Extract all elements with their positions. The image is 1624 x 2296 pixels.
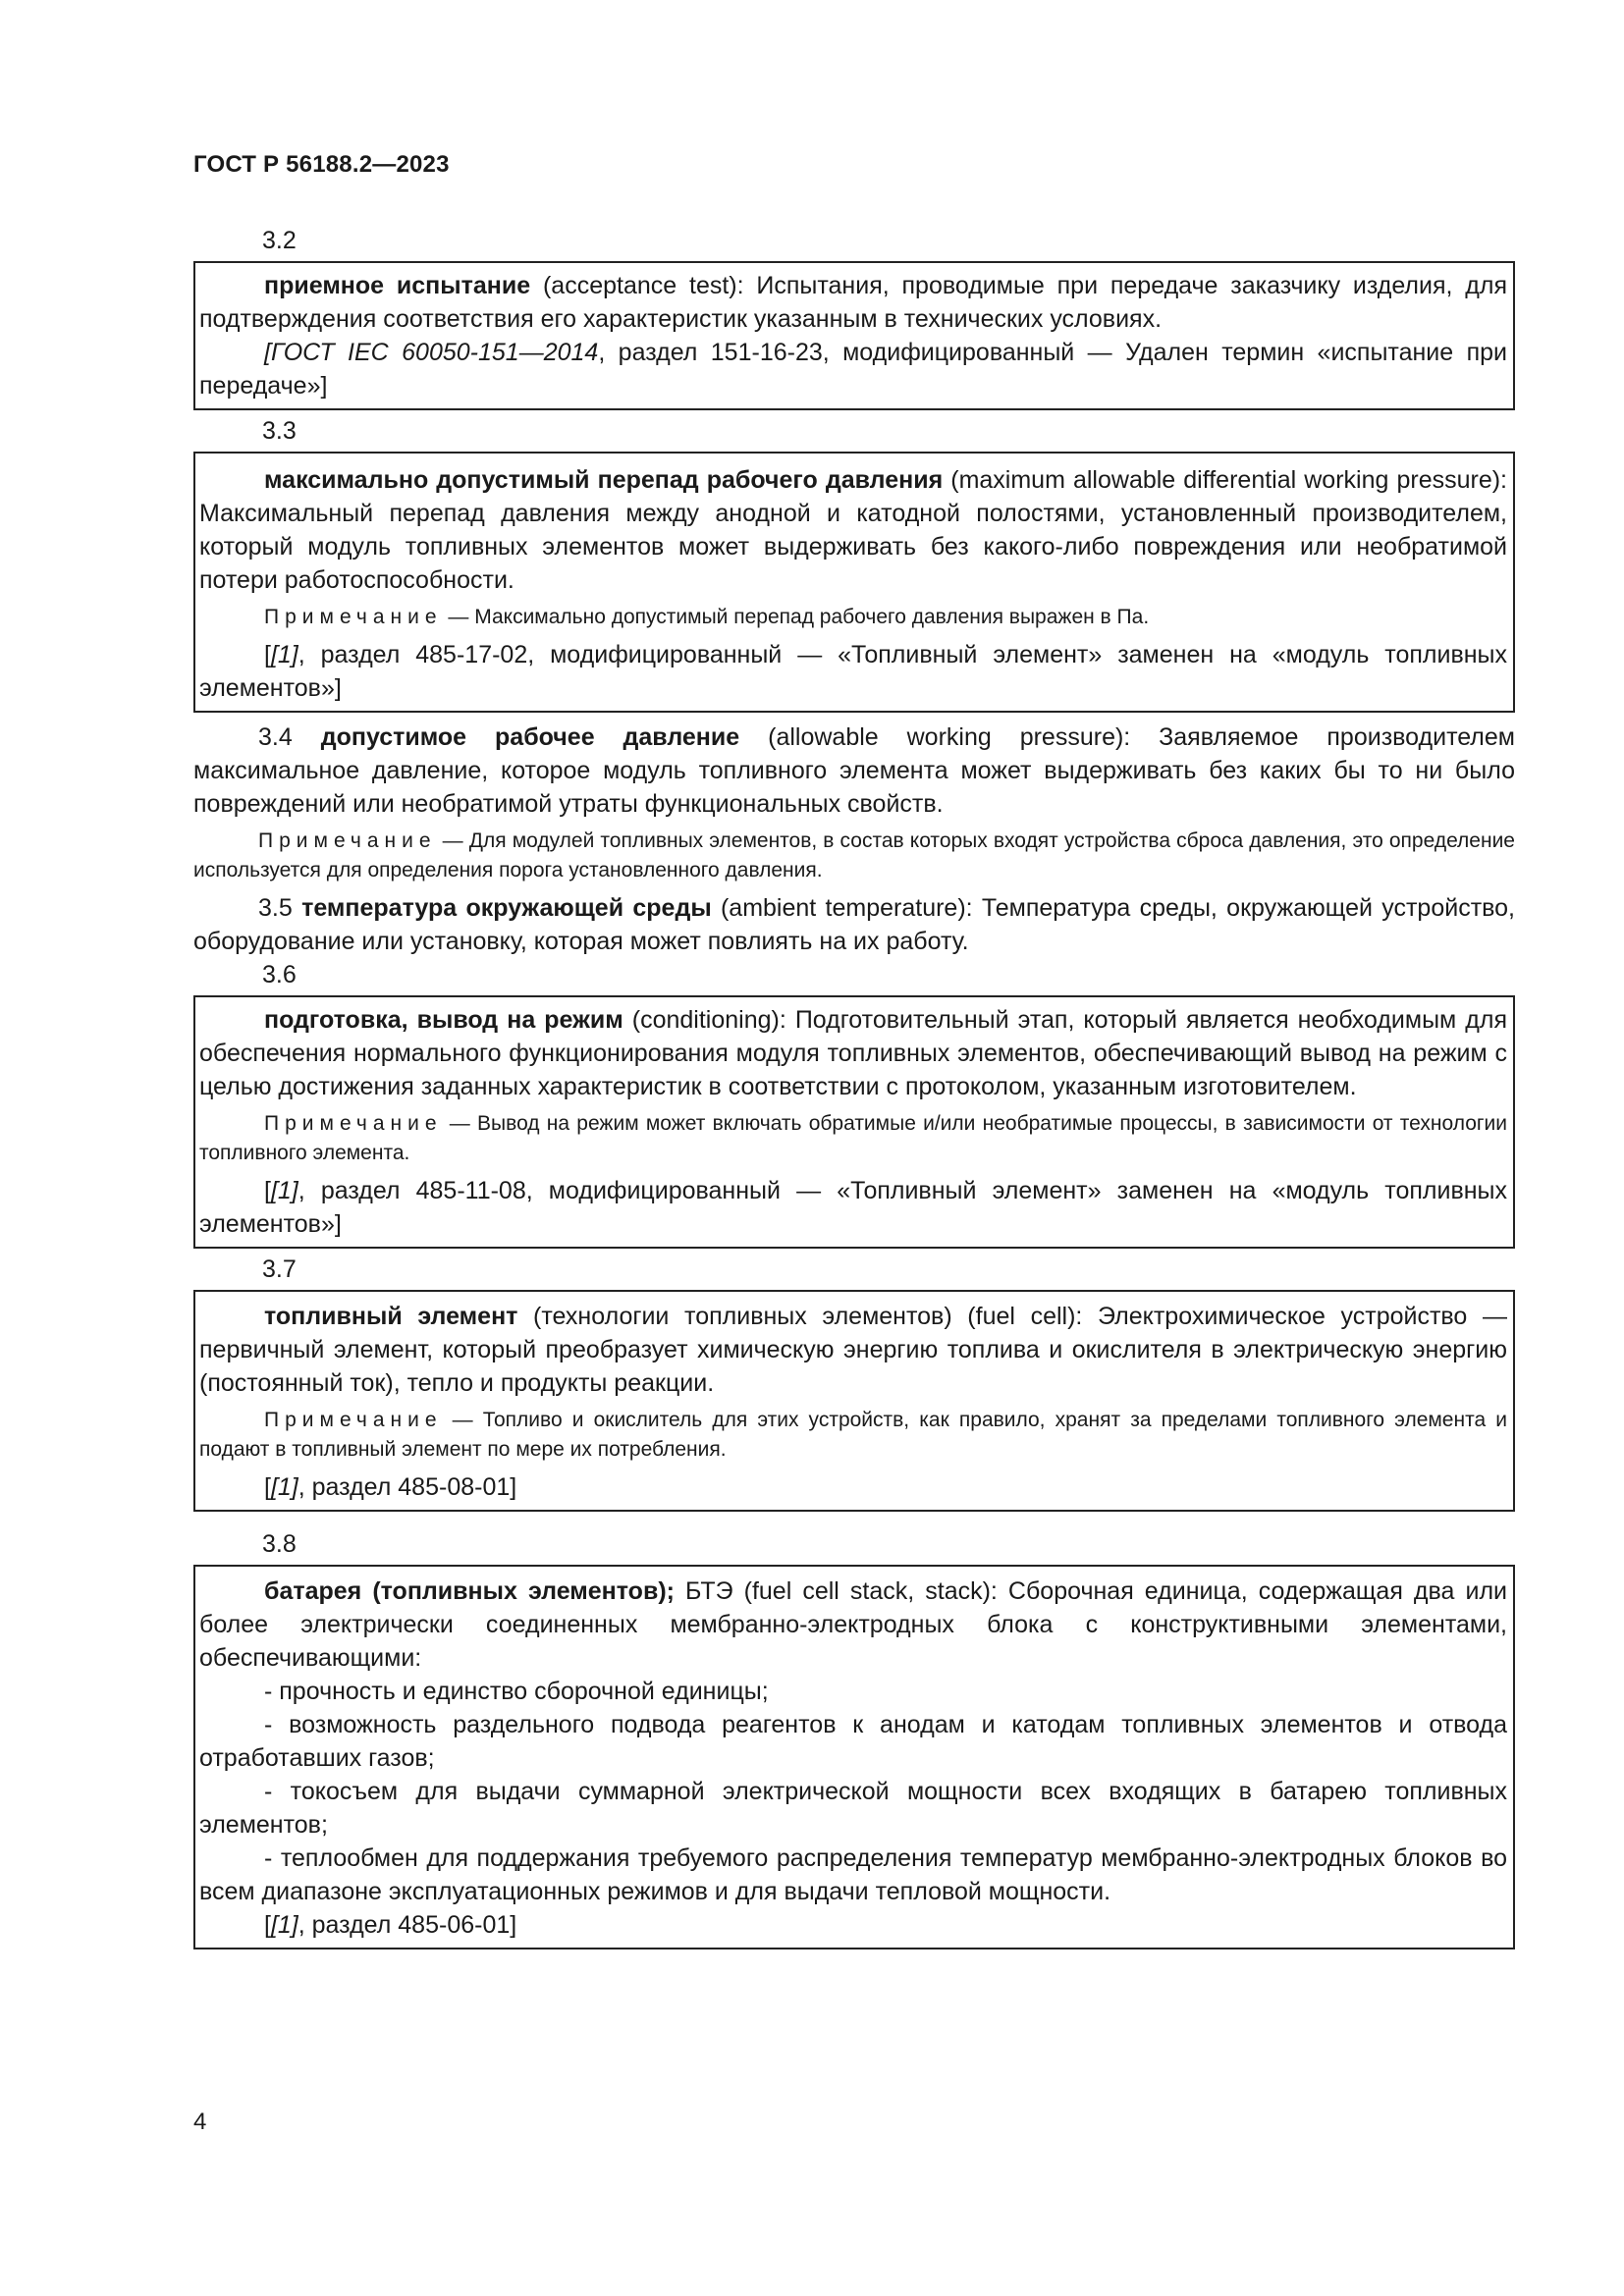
- list-item: - токосъем для выдачи суммарной электрической мощности всех входящих в батарею топливных элементов;: [199, 1778, 1507, 1839]
- term-title: топливный элемент: [264, 1303, 518, 1330]
- source-text: , раздел 485-06-01]: [298, 1911, 517, 1939]
- term-definition-text: (maximum allowable differential working pressure): Максимальный перепад давления между анодной и катодной полостями, установленный производителем, который модуль топливных элементов может выдерживать без какого-либо повреждения или необратимой потери работоспособности.: [199, 466, 1507, 594]
- source-reference: [1]: [270, 1911, 298, 1939]
- note-label: Примечание: [264, 606, 443, 628]
- term-definition-text: (conditioning): Подготовительный этап, который является необходимым для обеспечения нормального функционирования модуля топливных элементов, обеспечивающий вывод на режим с целью достижения заданных характеристик в соответствии с протоколом, указанным изготовителем.: [199, 1006, 1507, 1100]
- term-definition-3-8: [199, 1575, 1507, 1675]
- term-definition-3-3: [199, 463, 1507, 597]
- term-definition-text: БТЭ (fuel cell stack, stack): Сборочная единица, содержащая два или более электрически соединенных мембранно-электродных блока с конструктивными элементами, обеспечивающими:: [199, 1577, 1508, 1672]
- source-reference: [ГОСТ IEC 60050-151—2014: [264, 339, 599, 366]
- term-title: максимально допустимый перепад рабочего давления: [264, 466, 944, 494]
- term-box-3-6: [193, 995, 1515, 1249]
- term-note-3-7: [199, 1406, 1507, 1465]
- term-note-3-3: [199, 603, 1507, 632]
- term-definition-3-2: [199, 269, 1507, 336]
- note-text: — Топливо и окислитель для этих устройств, как правило, хранят за пределами топливного элемента и подают в топливный элемент по мере их потребления.: [199, 1409, 1507, 1461]
- note-label: Примечание: [264, 1112, 443, 1135]
- term-definition-text: (технологии топливных элементов) (fuel cell): Электрохимическое устройство — первичный элемент, который преобразует химическую энергию топлива и окислителя в электрическую энергию (постоянный ток), тепло и продукты реакции.: [199, 1303, 1507, 1397]
- source-text: , раздел 485-17-02, модифицированный — «Топливный элемент» заменен на «модуль топливных элементов»]: [199, 641, 1507, 702]
- term-box-3-8: [193, 1565, 1515, 1949]
- term-number-3-3: 3.3: [262, 417, 297, 445]
- term-number-3-2: 3.2: [262, 227, 297, 254]
- term-definition-3-6: [199, 1003, 1507, 1103]
- list-item: - прочность и единство сборочной единицы;: [264, 1678, 769, 1705]
- term-source-3-8: [[1], раздел 485-06-01]: [264, 1911, 517, 1939]
- note-text: — Для модулей топливных элементов, в состав которых входят устройства сброса давления, это определение используется для определения порога установленного давления.: [193, 829, 1515, 881]
- term-source-3-3: [[1], раздел 485-17-02, модифицированный — «Топливный элемент» заменен на «модуль топливных элементов»]: [199, 641, 1507, 702]
- source-text: , раздел 485-08-01]: [298, 1473, 517, 1501]
- term-definition-3-5: [193, 891, 1515, 958]
- note-label: Примечание: [264, 1409, 443, 1431]
- term-source-3-7: [[1], раздел 485-08-01]: [264, 1473, 517, 1501]
- term-number-3-6: 3.6: [262, 961, 297, 988]
- term-title: температура окружающей среды: [301, 894, 712, 922]
- list-item: - возможность раздельного подвода реагентов к анодам и катодам топливных элементов и отвода отработавших газов;: [199, 1711, 1507, 1772]
- term-number-3-8: 3.8: [262, 1530, 297, 1558]
- source-reference: [1]: [270, 1473, 298, 1501]
- term-number-3-5: 3.5: [258, 894, 293, 922]
- term-number-3-7: 3.7: [262, 1255, 297, 1283]
- term-source-3-2: [199, 336, 1507, 402]
- term-definition-text: (allowable working pressure): Заявляемое производителем максимальное давление, которое модуль топливного элемента может выдерживать без каких бы то ни было повреждений или необратимой утраты функциональных свойств.: [193, 723, 1515, 818]
- term-source-3-6: [[1], раздел 485-11-08, модифицированный — «Топливный элемент» заменен на «модуль топливных элементов»]: [199, 1177, 1507, 1238]
- term-number-3-4: 3.4: [258, 723, 293, 751]
- term-title: приемное испытание: [264, 272, 531, 299]
- term-box-3-2: [193, 261, 1515, 410]
- term-definition-3-4: [193, 721, 1515, 821]
- term-note-3-6: [199, 1109, 1507, 1168]
- term-title: подготовка, вывод на режим: [264, 1006, 623, 1034]
- source-text: , раздел 485-11-08, модифицированный — «Топливный элемент» заменен на «модуль топливных элементов»]: [199, 1177, 1507, 1238]
- note-label: Примечание: [258, 829, 437, 852]
- term-note-3-4: [193, 827, 1515, 885]
- term-definition-text: (acceptance test): Испытания, проводимые при передаче заказчику изделия, для подтверждения соответствия его характеристик указанным в технических условиях.: [199, 272, 1507, 333]
- list-item: - теплообмен для поддержания требуемого распределения температур мембранно-электродных блоков во всем диапазоне эксплуатационных режимов и для выдачи тепловой мощности.: [199, 1844, 1507, 1905]
- term-definition-3-7: [199, 1300, 1507, 1400]
- term-box-3-7: [193, 1290, 1515, 1512]
- page-number: 4: [193, 2109, 207, 2135]
- term-box-3-3: [193, 452, 1515, 713]
- note-text: — Вывод на режим может включать обратимые и/или необратимые процессы, в зависимости от технологии топливного элемента.: [199, 1112, 1507, 1164]
- term-definition-text: (ambient temperature): Температура среды, окружающей устройство, оборудование или установку, которая может повлиять на их работу.: [193, 894, 1515, 955]
- document-code-header: ГОСТ Р 56188.2—2023: [193, 151, 450, 178]
- source-text: , раздел 151-16-23, модифицированный — Удален термин «испытание при передаче»]: [199, 339, 1507, 400]
- term-title: батарея (топливных элементов);: [264, 1577, 675, 1605]
- terms-content: [193, 224, 1515, 1953]
- source-reference: [1]: [270, 1177, 298, 1204]
- term-title: допустимое рабочее давление: [320, 723, 740, 751]
- note-text: — Максимально допустимый перепад рабочего давления выражен в Па.: [442, 606, 1150, 628]
- source-reference: [1]: [270, 641, 298, 668]
